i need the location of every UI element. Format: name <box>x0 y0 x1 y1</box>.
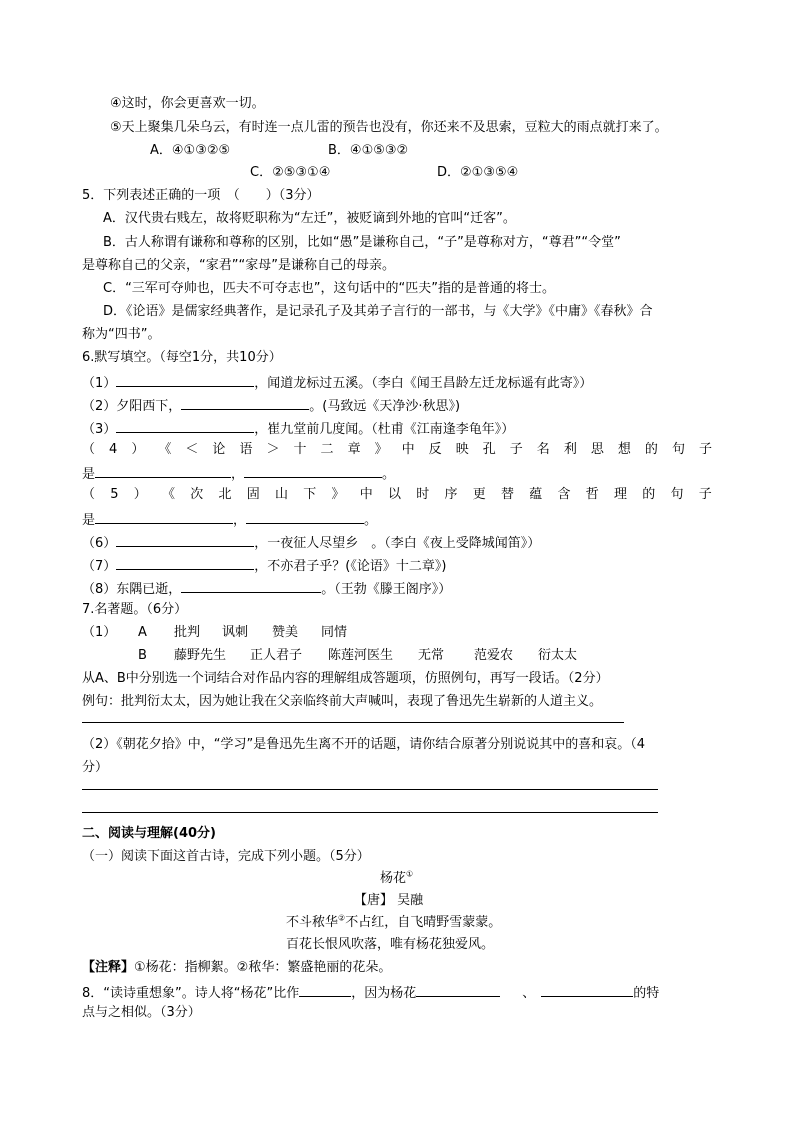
q6-line-4-char: 4 <box>109 442 118 457</box>
q8-blank-3[interactable] <box>541 983 633 997</box>
q6-line-2-lead: （2）夕阳西下， <box>82 399 182 414</box>
q6-line-5-period: 。 <box>364 513 378 528</box>
q6-line-5-comma: ， <box>233 513 247 528</box>
q6-line-4-char: 名 <box>536 442 550 457</box>
q6-line-4-char: ＞ <box>266 442 280 457</box>
q6-line-4-char: 孔 <box>482 442 496 457</box>
q6-line-5-char: 子 <box>698 487 712 502</box>
q7-row-a-number: （1） <box>82 625 117 640</box>
q6-line-5-char: 含 <box>557 487 571 502</box>
q6-line-4-char: 的 <box>644 442 658 457</box>
q6-line-8-text: 。（王勃《滕王阁序》） <box>321 582 452 597</box>
poem-line-1-start: 不斗秾华 <box>286 915 339 930</box>
q5-option-b-line1: B．古人称谓有谦称和尊称的区别，比如“愚”是谦称自己，“子”是尊称对方，“尊君”“令堂” <box>103 235 621 250</box>
q6-line-1-number: （1） <box>82 376 117 391</box>
q6-line-4-char: ） <box>131 442 145 457</box>
q8-text-a: 8．“读诗重想象”。诗人将“杨花”比作 <box>82 986 300 1001</box>
q6-line-1 <box>82 373 592 392</box>
poem-line-1-note-mark: ② <box>338 913 346 923</box>
q6-line-4-char: 十 <box>293 442 307 457</box>
q6-line-5-char: （ <box>82 487 96 502</box>
q7-name-fanainong: 范爱农 <box>474 648 514 663</box>
q6-line-4-answer <box>82 464 395 483</box>
q7-answer-line-2[interactable] <box>82 789 658 790</box>
q6-line-5-char: 序 <box>444 487 458 502</box>
poem-notes-label: 【注释】 <box>82 960 135 975</box>
q6-line-4-char: 思 <box>590 442 604 457</box>
q6-blank-6[interactable] <box>116 533 254 547</box>
q6-line-4-char: 》 <box>374 442 388 457</box>
q6-blank-3[interactable] <box>116 419 254 433</box>
q6-line-4-char: 《 <box>158 442 172 457</box>
q6-line-8-lead: （8）东隅已逝， <box>82 582 182 597</box>
q4-choice-b: B．④①⑤③② <box>328 143 409 158</box>
q8-text-d: 的特 <box>633 986 660 1001</box>
q6-blank-1[interactable] <box>116 373 254 387</box>
q7-name-wuchang: 无常 <box>418 648 445 663</box>
q7-answer-line-1[interactable] <box>82 722 624 723</box>
q6-line-5-char: 北 <box>218 487 232 502</box>
q7-part2-line1: （2）《朝花夕拾》中，“学习”是鲁迅先生离不开的话题，请你结合原著分别说说其中的喜和哀。（4 <box>82 737 646 752</box>
q7-answer-line-3[interactable] <box>82 812 658 813</box>
q6-blank-8[interactable] <box>181 579 321 593</box>
q8-blank-2[interactable] <box>416 983 500 997</box>
q6-line-4-char: 映 <box>455 442 469 457</box>
q7-stem: 7.名著题。（6分） <box>82 602 188 617</box>
poem-author: 【唐】 吴融 <box>354 893 424 908</box>
q6-line-7 <box>82 556 446 575</box>
q6-line-4-char: 论 <box>212 442 226 457</box>
q6-line-5-char: 次 <box>190 487 204 502</box>
poem-title <box>380 871 413 887</box>
q6-blank-5b[interactable] <box>246 510 364 524</box>
q4-option-item-5: ⑤天上聚集几朵乌云，有时连一点儿雷的预告也没有，你还来不及思索，豆粒大的雨点就打来了。 <box>110 120 668 135</box>
q6-blank-5a[interactable] <box>95 510 233 524</box>
q7-word-pipan: 批判 <box>174 625 201 640</box>
q6-line-4-char: 子 <box>509 442 523 457</box>
q6-line-4-char: 章 <box>347 442 361 457</box>
q6-line-5-char: 》 <box>331 487 345 502</box>
q6-line-4-char: 二 <box>320 442 334 457</box>
q6-line-4-char: 子 <box>698 442 712 457</box>
poem-line-1 <box>286 915 501 931</box>
q5-stem: 5．下列表述正确的一项 （ ）（3分） <box>82 188 320 203</box>
q6-line-6-text: ，一夜征人尽望乡 。（李白《夜上受降城闻笛》） <box>254 536 541 551</box>
q6-blank-7[interactable] <box>116 556 254 570</box>
q8-text-b: ，因为杨花 <box>351 986 417 1001</box>
q6-line-5-char: 句 <box>670 487 684 502</box>
q6-line-4-char: 利 <box>563 442 577 457</box>
q6-line-5-char: 的 <box>642 487 656 502</box>
q8-line-1 <box>82 983 659 1002</box>
q6-line-5-prompt <box>82 487 712 503</box>
q6-line-3-text: ，崔九堂前几度闻。（杜甫《江南逢李龟年》） <box>254 422 515 437</box>
q7-word-tongqing: 同情 <box>321 625 348 640</box>
poem-line-2: 百花长恨风吹落，唯有杨花独爱风。 <box>286 937 495 952</box>
q5-option-d-line2: 称为“四书”。 <box>82 327 161 342</box>
section-2-title: 二、阅读与理解(40分) <box>82 826 216 841</box>
poem-title-text: 杨花 <box>380 871 407 886</box>
q8-blank-1[interactable] <box>299 983 351 997</box>
q6-line-4-comma: ， <box>231 467 245 482</box>
q6-line-2-text: 。(马致远《天净沙·秋思》) <box>309 399 461 414</box>
poem-title-note-mark: ① <box>406 869 414 879</box>
q6-line-5-char: 下 <box>303 487 317 502</box>
q6-blank-4b[interactable] <box>244 464 382 478</box>
q6-line-4-char: 中 <box>401 442 415 457</box>
q6-line-4-char: ＜ <box>185 442 199 457</box>
q6-line-5-char: 理 <box>614 487 628 502</box>
section-2-intro: （一）阅读下面这首古诗，完成下列小题。（5分） <box>82 849 370 864</box>
q6-line-5-lead: 是 <box>82 513 96 528</box>
q6-line-4-char: 语 <box>239 442 253 457</box>
q8-text-c: 、 <box>522 986 536 1001</box>
q7-row-a <box>82 625 348 641</box>
q4-choice-c: C．②⑤③①④ <box>250 165 331 180</box>
q8-line-2: 点与之相似。（3分） <box>82 1005 201 1020</box>
q6-line-7-number: （7） <box>82 559 117 574</box>
q4-option-item-4: ④这时，你会更喜欢一切。 <box>110 96 265 111</box>
q6-line-5-char: 5 <box>110 487 119 502</box>
q7-word-zanmei: 赞美 <box>272 625 299 640</box>
q6-line-2 <box>82 396 460 415</box>
q6-line-4-char: 想 <box>617 442 631 457</box>
q6-line-5-char: 《 <box>162 487 176 502</box>
poem-notes <box>82 960 391 976</box>
q5-option-d-line1: D．《论语》是儒家经典著作，是记录孔子及其弟子言行的一部书，与《大学》《中庸》《春秋》合 <box>103 304 653 319</box>
q6-line-5-answer <box>82 510 377 529</box>
poem-line-1-end: 不占红，自飞晴野雪蒙蒙。 <box>345 915 502 930</box>
q6-line-5-char: 山 <box>275 487 289 502</box>
q6-line-5-char: 更 <box>472 487 486 502</box>
q7-word-fengci: 讽刺 <box>222 625 249 640</box>
q7-row-b-label: B <box>138 648 147 663</box>
q7-name-yantaitai: 衍太太 <box>538 648 578 663</box>
q6-stem: 6.默写填空。（每空1分，共10分） <box>82 350 282 365</box>
q7-part2-line2: 分） <box>82 760 109 775</box>
q6-line-4-char: （ <box>82 442 96 457</box>
q7-row-a-label: A <box>138 625 147 640</box>
poem-notes-text: ①杨花：指柳絮。②秾华：繁盛艳丽的花朵。 <box>134 960 392 975</box>
q6-line-6 <box>82 533 540 552</box>
q4-choice-a: A．④①③②⑤ <box>150 143 231 158</box>
q6-line-5-char: 蕴 <box>529 487 543 502</box>
q7-name-tengye: 藤野先生 <box>174 648 227 663</box>
q6-blank-4a[interactable] <box>95 464 231 478</box>
q5-option-c: C．“三军可夺帅也，匹夫不可夺志也”，这句话中的“匹夫”指的是普通的将士。 <box>103 281 556 296</box>
q7-instruction: 从A、B中分别选一个词结合对作品内容的理解组成答题项，仿照例句，再写一段话。（2分） <box>82 671 609 686</box>
q6-line-4-lead: 是 <box>82 467 96 482</box>
q7-name-chenlianhe: 陈莲河医生 <box>328 648 394 663</box>
q4-choice-d: D．②①③⑤④ <box>437 165 519 180</box>
q5-option-a: A．汉代贵右贱左，故将贬职称为“左迁”，被贬谪到外地的官叫“迁客”。 <box>103 211 516 226</box>
q7-example: 例句：批判衍太太，因为她让我在父亲临终前大声喊叫，表现了鲁迅先生崭新的人道主义。 <box>82 694 603 709</box>
q6-line-5-char: 以 <box>388 487 402 502</box>
q6-line-7-text: ，不亦君子乎？(《论语》十二章》) <box>254 559 447 574</box>
q6-line-8 <box>82 579 451 598</box>
q6-line-4-char: 反 <box>428 442 442 457</box>
q6-line-3 <box>82 419 514 438</box>
q6-line-5-char: 时 <box>416 487 430 502</box>
q5-option-b-line2: 是尊称自己的父亲，“家君”“家母”是谦称自己的母亲。 <box>82 258 395 273</box>
q7-name-zhengren: 正人君子 <box>250 648 303 663</box>
q6-line-5-char: 哲 <box>585 487 599 502</box>
q6-line-5-char: 替 <box>501 487 515 502</box>
q6-line-4-prompt <box>82 442 712 458</box>
q6-line-5-char: 固 <box>246 487 260 502</box>
q6-line-3-number: （3） <box>82 422 117 437</box>
q6-line-5-char: 中 <box>359 487 373 502</box>
q6-line-4-period: 。 <box>382 467 396 482</box>
q6-line-4-char: 句 <box>671 442 685 457</box>
q6-line-1-text: ，闻道龙标过五溪。（李白《闻王昌龄左迁龙标遥有此寄》） <box>254 376 593 391</box>
q6-line-6-number: （6） <box>82 536 117 551</box>
q6-line-5-char: ） <box>133 487 147 502</box>
q6-blank-2[interactable] <box>181 396 309 410</box>
